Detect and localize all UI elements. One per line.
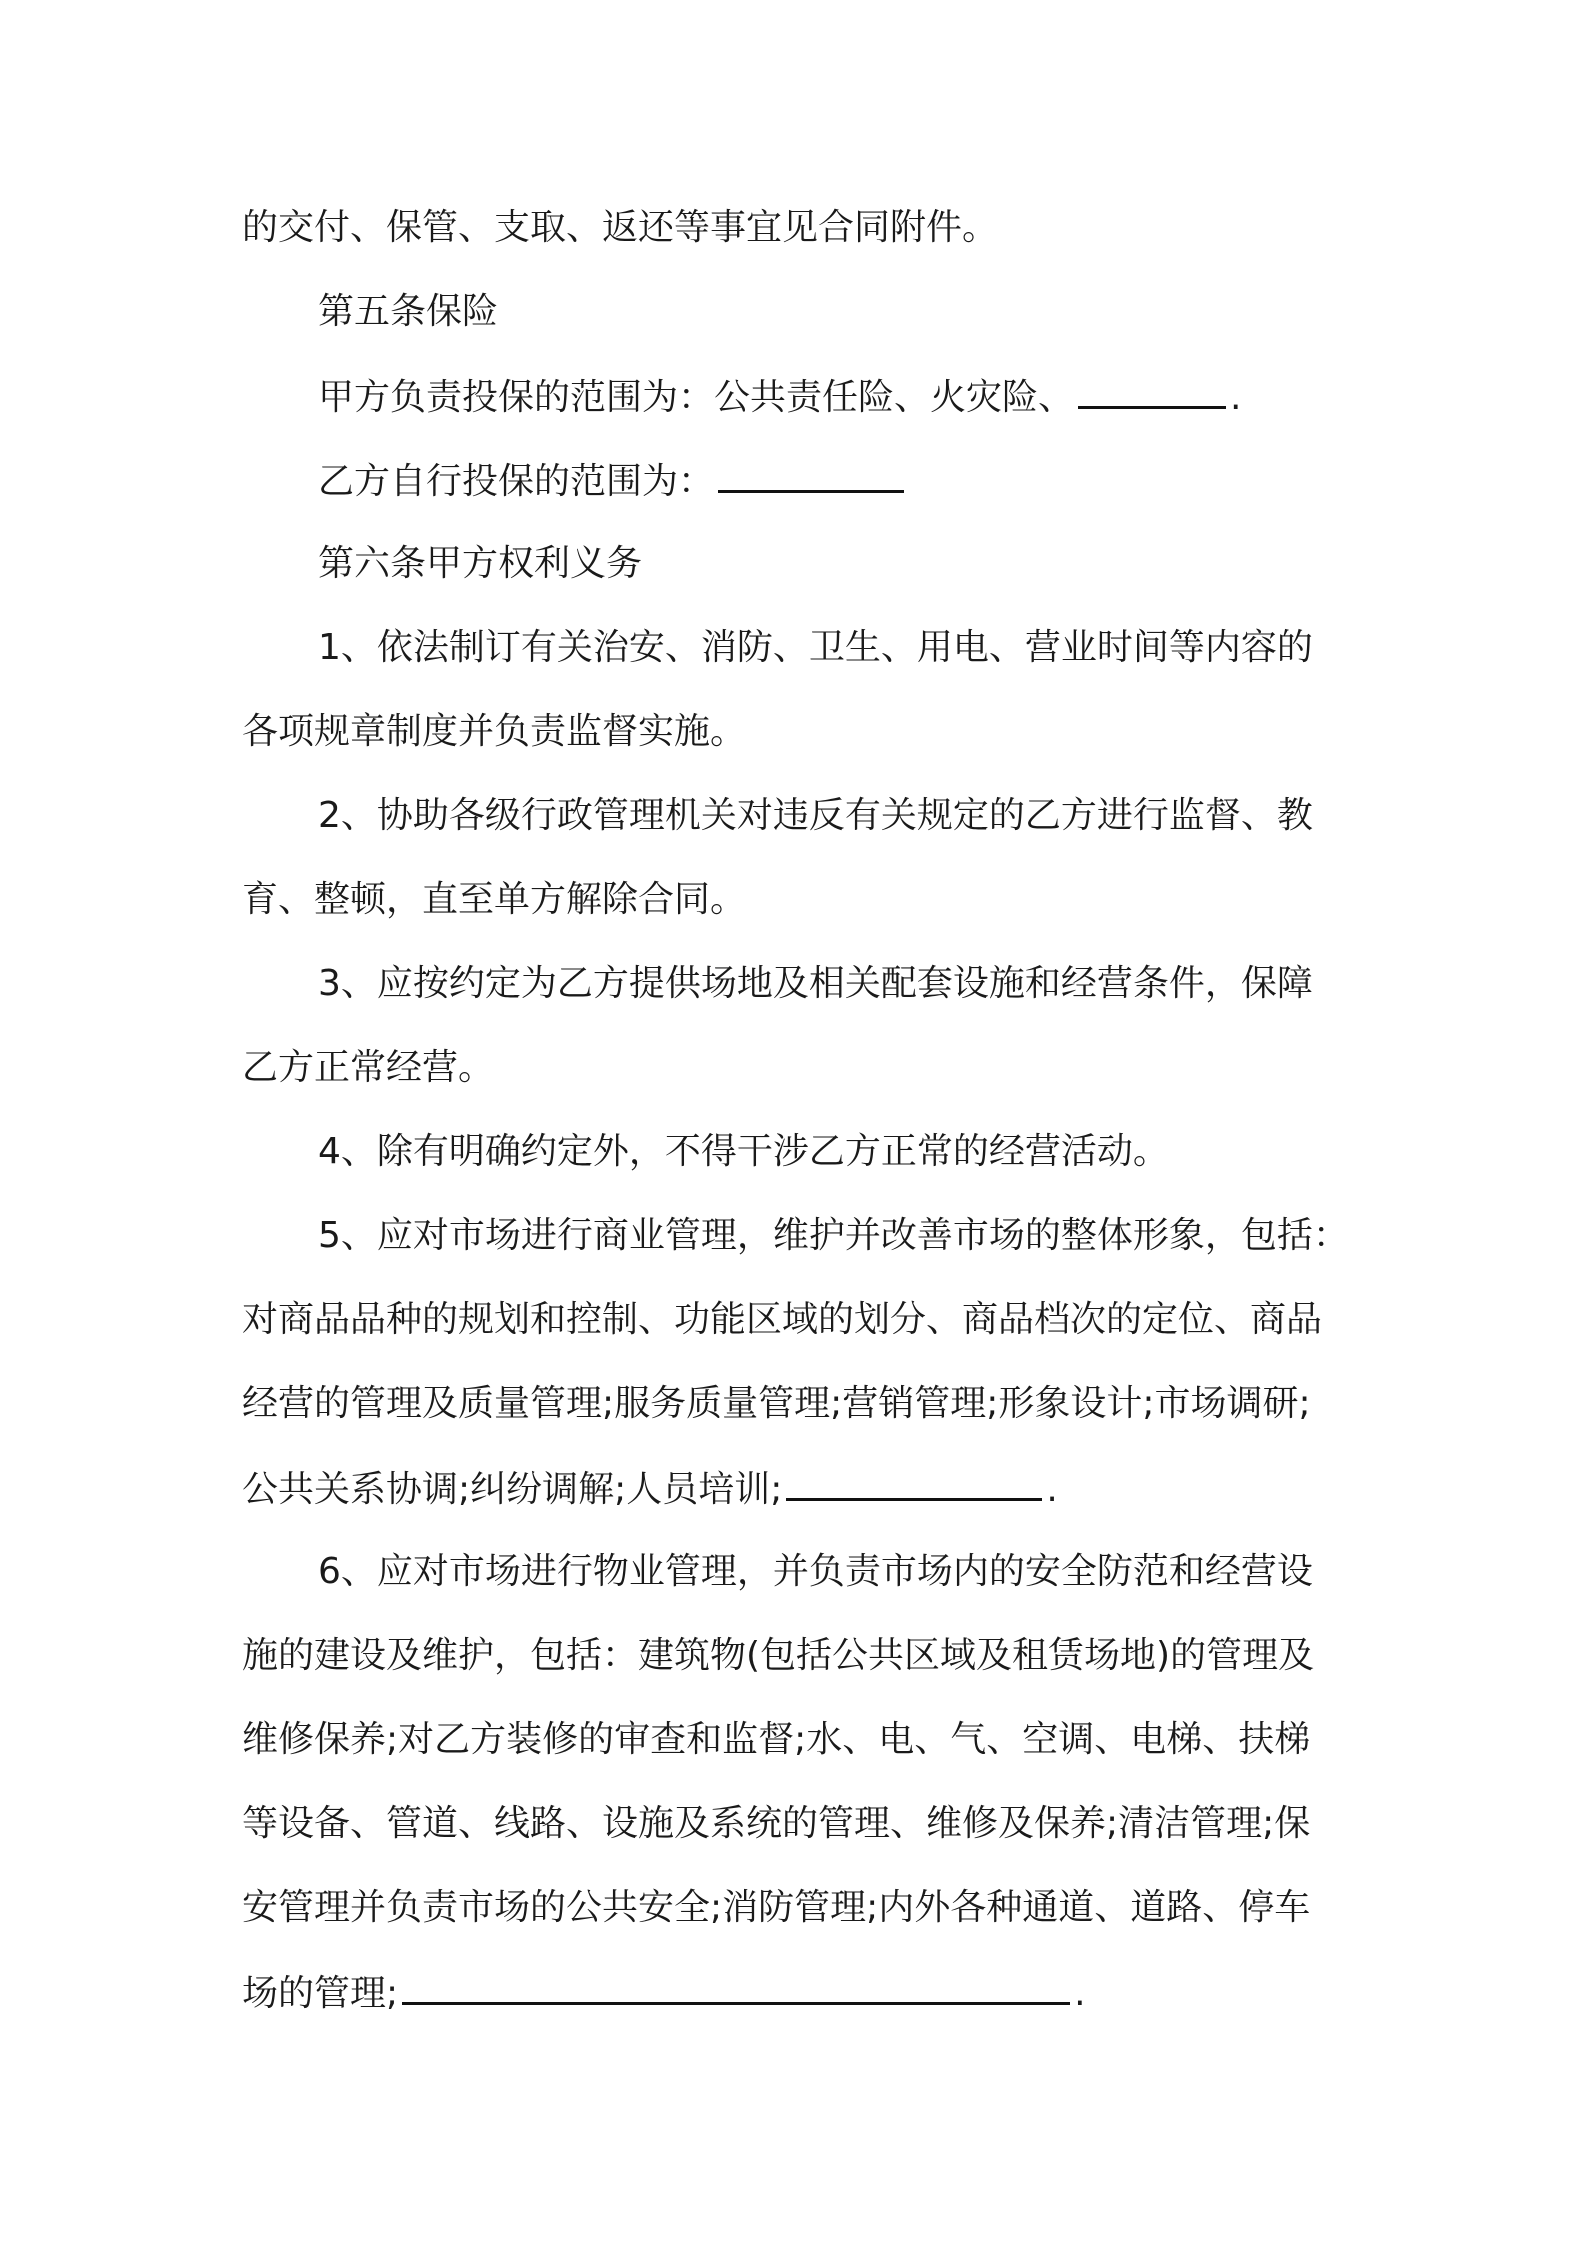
text-line [242, 708, 746, 756]
line-text: 对商品品种的规划和控制、功能区域的划分、商品档次的定位、商品 [242, 1299, 1323, 1340]
line-text: 3、应按约定为乙方提供场地及相关配套设施和经营条件，保障 [318, 963, 1313, 1004]
text-line [318, 1548, 1313, 1596]
text-line [242, 1884, 1310, 1932]
text-line [242, 1296, 1322, 1344]
line-text: 4、除有明确约定外，不得干涉乙方正常的经营活动。 [318, 1131, 1169, 1172]
text-line [318, 1128, 1169, 1176]
text-line [318, 1212, 1349, 1260]
line-text: 1、依法制订有关治安、消防、卫生、用电、营业时间等内容的 [318, 627, 1313, 668]
fill-blank [718, 456, 904, 493]
line-text: 第六条甲方权利义务 [318, 543, 643, 584]
fill-blank [1078, 372, 1226, 409]
text-line [242, 1044, 494, 1092]
line-text: 维修保养;对乙方装修的审查和监督;水、电、气、空调、电梯、扶梯 [242, 1719, 1311, 1760]
text-line [318, 456, 908, 506]
line-text: 场的管理; [242, 1973, 399, 2014]
text-line [318, 792, 1313, 840]
line-suffix: . [1230, 377, 1242, 418]
line-text: 第五条保险 [318, 291, 499, 332]
line-text: 6、应对市场进行物业管理，并负责市场内的安全防范和经营设 [318, 1551, 1313, 1592]
fill-blank [786, 1464, 1042, 1501]
text-line [242, 1716, 1310, 1764]
text-line [242, 1464, 1058, 1514]
text-line [242, 1800, 1310, 1848]
line-suffix: . [1046, 1469, 1058, 1510]
line-text: 经营的管理及质量管理;服务质量管理;营销管理;形象设计;市场调研; [242, 1383, 1311, 1424]
line-text: 甲方负责投保的范围为：公共责任险、火灾险、 [318, 377, 1075, 418]
line-text: 乙方自行投保的范围为： [318, 461, 715, 502]
line-text: 施的建设及维护，包括：建筑物(包括公共区域及租赁场地)的管理及 [242, 1635, 1315, 1676]
line-text: 等设备、管道、线路、设施及系统的管理、维修及保养;清洁管理;保 [242, 1803, 1311, 1844]
text-line [318, 624, 1313, 672]
text-line [242, 876, 746, 924]
text-line [242, 1968, 1086, 2018]
line-text: 安管理并负责市场的公共安全;消防管理;内外各种通道、道路、停车 [242, 1887, 1311, 1928]
text-line [318, 960, 1313, 1008]
line-text: 2、协助各级行政管理机关对违反有关规定的乙方进行监督、教 [318, 795, 1313, 836]
line-text: 公共关系协调;纠纷调解;人员培训; [242, 1469, 783, 1510]
line-text: 各项规章制度并负责监督实施。 [242, 711, 747, 752]
section-heading [318, 540, 642, 588]
text-line [318, 372, 1241, 422]
line-text: 乙方正常经营。 [242, 1047, 495, 1088]
line-text: 的交付、保管、支取、返还等事宜见合同附件。 [242, 207, 999, 248]
text-line [242, 1380, 1311, 1428]
line-text: 育、整顿，直至单方解除合同。 [242, 879, 747, 920]
fill-blank [402, 1968, 1070, 2005]
text-line [242, 1632, 1314, 1680]
line-text: 5、应对市场进行商业管理，维护并改善市场的整体形象，包括： [318, 1215, 1349, 1256]
text-line [242, 204, 998, 252]
line-suffix: . [1074, 1973, 1086, 2014]
section-heading [318, 288, 498, 336]
